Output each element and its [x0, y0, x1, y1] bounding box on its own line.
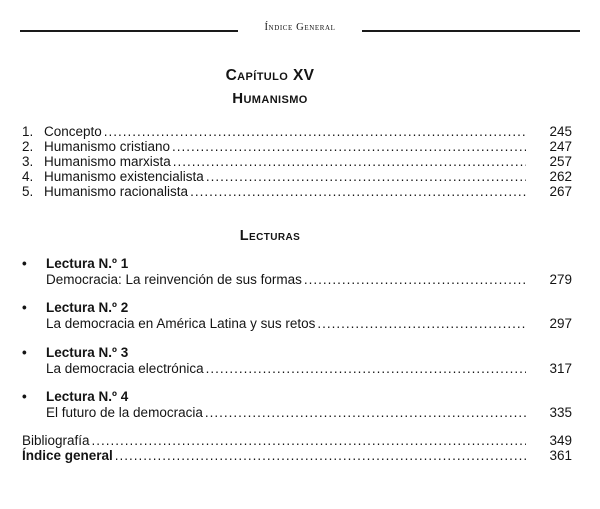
entry-title: Concepto [44, 124, 102, 139]
dot-leader [317, 316, 526, 332]
entry-number: 1. [22, 124, 34, 139]
entry-page: 247 [549, 139, 572, 154]
dot-leader [92, 433, 526, 449]
reading-page: 279 [549, 272, 572, 287]
entry-title: Humanismo cristiano [44, 139, 171, 154]
back-matter-list [22, 433, 574, 465]
toc-entry[interactable] [22, 154, 574, 170]
chapter-title: Humanismo [232, 90, 308, 107]
reading-label: Lectura N.º 4 [46, 389, 129, 404]
reading-label: Lectura N.º 1 [46, 256, 129, 271]
entry-number: 4. [22, 169, 34, 184]
section-list [22, 124, 574, 204]
reading-page: 297 [549, 316, 572, 331]
reading-label: Lectura N.º 3 [46, 345, 129, 360]
entry-number: 5. [22, 184, 34, 199]
toc-entry[interactable] [22, 184, 574, 200]
reading-page: 335 [549, 405, 572, 420]
entry-title: Humanismo racionalista [44, 184, 189, 199]
reading-page: 317 [549, 361, 572, 376]
entry-page: 349 [549, 433, 572, 448]
dot-leader [206, 169, 526, 185]
header-rule-right [362, 30, 580, 32]
running-header [20, 22, 580, 40]
entry-title: Humanismo existencialista [44, 169, 204, 184]
reading-entry[interactable] [22, 389, 574, 421]
running-header-label: Índice General [264, 22, 336, 33]
reading-label: Lectura N.º 2 [46, 300, 129, 315]
reading-entry[interactable] [22, 345, 574, 377]
dot-leader [205, 405, 526, 421]
toc-entry[interactable] [22, 169, 574, 185]
readings-heading: Lecturas [239, 228, 301, 244]
dot-leader [190, 184, 526, 200]
bullet-icon: • [22, 256, 27, 271]
bullet-icon: • [22, 345, 27, 360]
toc-entry[interactable] [22, 124, 574, 140]
dot-leader [115, 448, 526, 464]
entry-page: 361 [549, 448, 572, 463]
entry-page: 262 [549, 169, 572, 184]
dot-leader [172, 139, 526, 155]
entry-title: Bibliografía [22, 433, 90, 448]
entry-number: 2. [22, 139, 34, 154]
bullet-icon: • [22, 300, 27, 315]
chapter-number: Capítulo XV [225, 67, 315, 84]
dot-leader [173, 154, 526, 170]
reading-entry[interactable] [22, 256, 574, 288]
header-rule-left [20, 30, 238, 32]
entry-title: Humanismo marxista [44, 154, 171, 169]
toc-entry[interactable] [22, 139, 574, 155]
bullet-icon: • [22, 389, 27, 404]
reading-title: La democracia electrónica [46, 361, 204, 376]
entry-page: 245 [549, 124, 572, 139]
reading-title: El futuro de la democracia [46, 405, 203, 420]
reading-entry[interactable] [22, 300, 574, 332]
toc-entry[interactable] [22, 433, 574, 449]
dot-leader [104, 124, 526, 140]
dot-leader [304, 272, 526, 288]
toc-entry[interactable] [22, 448, 574, 464]
entry-title: Índice general [22, 448, 113, 463]
entry-page: 267 [549, 184, 572, 199]
dot-leader [206, 361, 526, 377]
entry-page: 257 [549, 154, 572, 169]
reading-title: La democracia en América Latina y sus retos [46, 316, 316, 331]
entry-number: 3. [22, 154, 34, 169]
reading-title: Democracia: La reinvención de sus formas [46, 272, 302, 287]
